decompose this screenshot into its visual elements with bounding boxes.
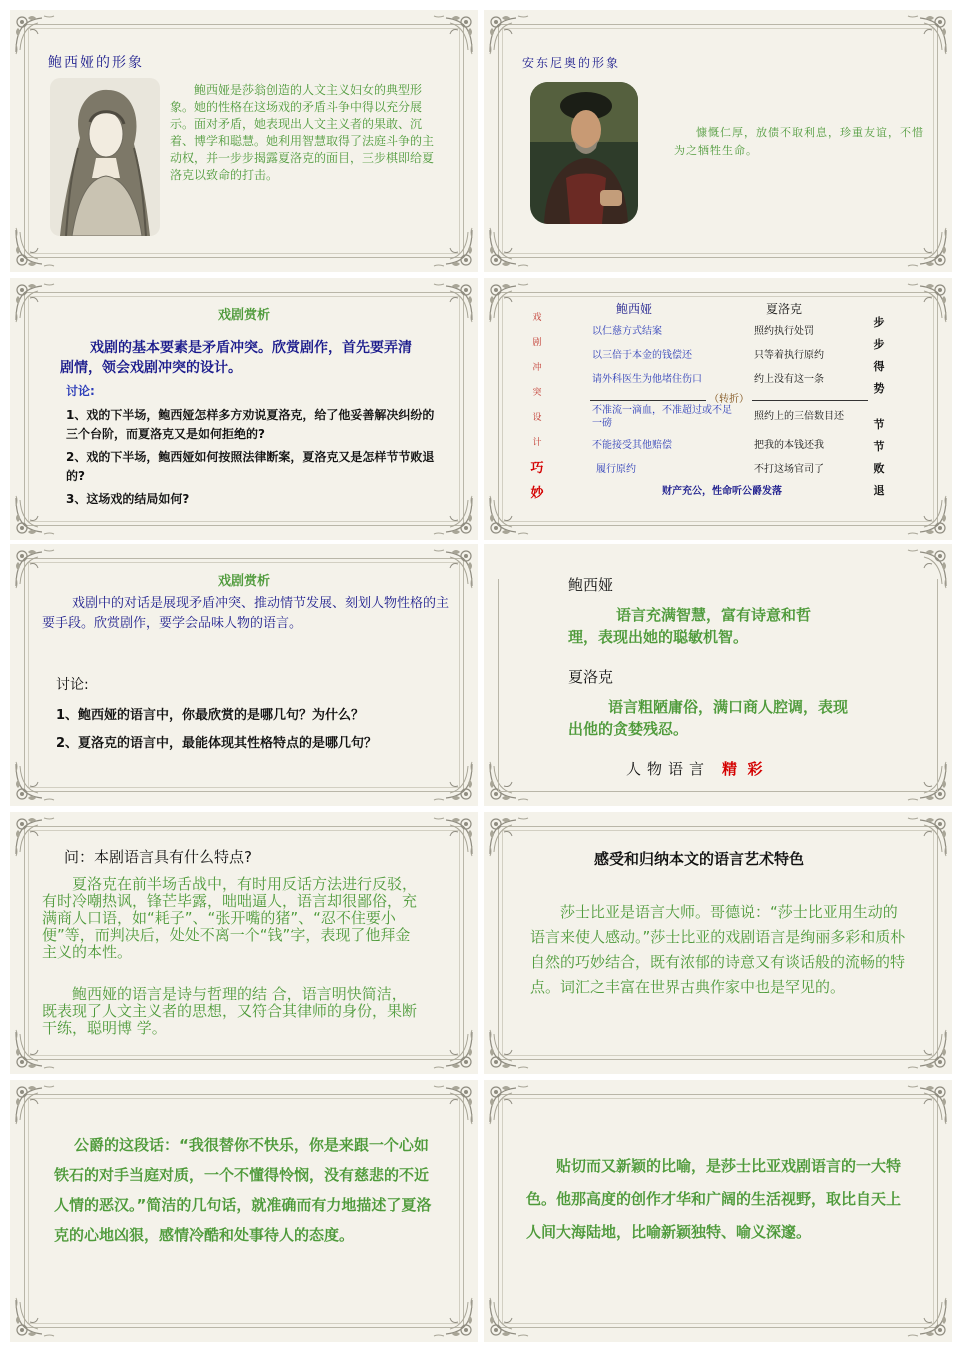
character-name: 鲍西娅 xyxy=(568,576,614,594)
slide-intro: 戏剧中的对话是展现矛盾冲突、推动情节发展、刻划人物性格的主要手段。欣赏剧作，要学会品味人物的语言。 xyxy=(42,596,450,631)
character-description: 语言粗陋庸俗，满口商人腔调，表现出他的贪婪残忍。 xyxy=(568,698,849,738)
vchar: 步 xyxy=(873,316,885,329)
corner-ornament-icon xyxy=(906,226,950,270)
corner-ornament-icon xyxy=(486,1296,530,1340)
slide-title: 鲍西娅的形象 xyxy=(48,55,144,71)
corner-ornament-icon xyxy=(432,1296,476,1340)
corner-ornament-icon xyxy=(486,280,530,324)
summary-highlight: 精 彩 xyxy=(722,760,763,778)
portia-move: 请外科医生为他堵住伤口 xyxy=(592,374,702,385)
vchar: 妙 xyxy=(530,486,544,501)
slide-body: 鲍西娅是莎翁创造的人文主义妇女的典型形象。她的性格在这场戏的矛盾斗争中得以充分展示。面对矛盾，她表现出人文主义者的果敢、沉着、博学和聪慧。她利用智慧取得了法庭斗争的主动权，并一步步揭露夏洛克的面目，三步棋即给夏洛克以致命的打击。 xyxy=(170,83,435,182)
corner-ornament-icon xyxy=(906,494,950,538)
slide-title: 戏剧赏析 xyxy=(217,308,270,323)
vchar: 戏 xyxy=(532,313,542,323)
question-2: 2、戏的下半场，鲍西娅如何按照法律断案，夏洛克又是怎样节节败退的? xyxy=(66,450,435,483)
outcome-text: 财产充公，性命听公爵发落 xyxy=(662,486,782,497)
column-head-shylock: 夏洛克 xyxy=(766,302,803,316)
corner-ornament-icon xyxy=(12,814,56,858)
left-vertical-label xyxy=(528,306,546,506)
vchar: 得 xyxy=(873,360,885,373)
corner-ornament-icon xyxy=(486,494,530,538)
vchar: 剧 xyxy=(532,338,542,348)
vchar: 设 xyxy=(532,413,542,423)
shylock-reply: 只等着执行原约 xyxy=(754,350,824,361)
corner-ornament-icon xyxy=(432,1082,476,1126)
portia-move: 履行原约 xyxy=(596,464,636,475)
discuss-label: 讨论: xyxy=(56,677,89,693)
vchar: 计 xyxy=(532,438,542,448)
slide-4[interactable] xyxy=(484,278,952,540)
slide-title: 戏剧赏析 xyxy=(217,574,270,589)
slide-3[interactable] xyxy=(10,278,478,540)
slide-7[interactable] xyxy=(10,812,478,1074)
character-name: 夏洛克 xyxy=(568,668,614,686)
shylock-reply: 不打这场官司了 xyxy=(754,464,824,475)
question-1: 1、戏的下半场，鲍西娅怎样多方劝说夏洛克，给了他妥善解决纠纷的三个台阶，而夏洛克又是如何拒绝的? xyxy=(66,408,435,441)
portia-move: 以仁慈方式结案 xyxy=(592,326,662,337)
question-3: 3、这场戏的结局如何? xyxy=(66,492,190,506)
shylock-reply: 照约执行处罚 xyxy=(754,326,814,337)
vchar: 突 xyxy=(532,388,542,398)
corner-ornament-icon xyxy=(906,280,950,324)
paragraph-shylock: 夏洛克在前半场舌战中，有时用反话方法进行反驳，有时冷嘲热讽，锋芒毕露，咄咄逼人，语言却很鄙俗，充满商人口语，如“耗子”、“张开嘴的猪”、“忍不住要小便”等，而判决后，处处不离一个“钱”字，表现了他拜金主义的本性。 xyxy=(42,875,418,961)
vchar: 步 xyxy=(873,338,885,351)
corner-ornament-icon xyxy=(12,226,56,270)
question-1: 1、鲍西娅的语言中，你最欣赏的是哪几句？为什么？ xyxy=(56,708,365,723)
corner-ornament-icon xyxy=(486,1082,530,1126)
slide-10[interactable] xyxy=(484,1080,952,1342)
summary-label: 人物语言 xyxy=(626,760,711,778)
paragraph-portia: 鲍西娅的语言是诗与哲理的结 合，语言明快简洁，既表现了人文主义者的思想，又符合其律师的身份，果断干练，聪明博 学。 xyxy=(42,985,418,1037)
question-2: 2、夏洛克的语言中，最能体现其性格特点的是哪几句？ xyxy=(56,736,378,751)
slide-body: 莎士比亚是语言大师。哥德说：“莎士比亚用生动的语言来使人感动。”莎士比亚的戏剧语言是绚丽多彩和质朴自然的巧妙结合，既有浓郁的诗意又有谈话般的流畅的特点。词汇之丰富在世界古典作家中也是罕见的。 xyxy=(530,903,906,996)
vchar: 势 xyxy=(873,382,885,395)
shylock-reply: 把我的本钱还我 xyxy=(754,440,824,451)
slide-body: 慷慨仁厚，放债不取利息，珍重友谊，不惜为之牺牲生命。 xyxy=(674,126,924,157)
slide-title: 感受和归纳本文的语言艺术特色 xyxy=(593,850,804,868)
discuss-label: 讨论: xyxy=(66,384,95,398)
slide-question: 问：本剧语言具有什么特点? xyxy=(64,848,252,866)
corner-ornament-icon xyxy=(906,1296,950,1340)
slide-9[interactable] xyxy=(10,1080,478,1342)
corner-ornament-icon xyxy=(12,1296,56,1340)
slide-2[interactable] xyxy=(484,10,952,272)
slide-title: 安东尼奥的形象 xyxy=(522,56,621,70)
corner-ornament-icon xyxy=(906,12,950,56)
shylock-reply: 照约上的三倍数目还 xyxy=(754,411,844,422)
corner-ornament-icon xyxy=(432,494,476,538)
corner-ornament-icon xyxy=(432,226,476,270)
corner-ornament-icon xyxy=(432,12,476,56)
corner-ornament-icon xyxy=(432,814,476,858)
corner-ornament-icon xyxy=(12,12,56,56)
slide-6[interactable] xyxy=(484,544,952,806)
portia-portrait xyxy=(50,78,160,236)
vchar: 节 xyxy=(873,418,885,431)
turning-label: （转折） xyxy=(706,390,752,405)
corner-ornament-icon xyxy=(12,494,56,538)
corner-ornament-icon xyxy=(486,12,530,56)
character-description: 语言充满智慧，富有诗意和哲理，表现出她的聪敏机智。 xyxy=(568,606,812,646)
portia-move: 以三倍于本金的钱偿还 xyxy=(592,350,692,361)
corner-ornament-icon xyxy=(906,1028,950,1072)
vchar: 退 xyxy=(873,484,885,497)
column-head-portia: 鲍西娅 xyxy=(616,302,653,316)
right-vertical-label xyxy=(868,312,890,502)
corner-ornament-icon xyxy=(12,1082,56,1126)
corner-ornament-icon xyxy=(486,226,530,270)
vchar: 巧 xyxy=(530,461,544,476)
corner-ornament-icon xyxy=(486,1028,530,1072)
vchar: 冲 xyxy=(532,363,542,373)
vchar: 节 xyxy=(873,440,885,453)
slide-body: 公爵的这段话：“我很替你不快乐，你是来跟一个心如铁石的对手当庭对质，一个不懂得怜悯，没有慈悲的不近人情的恶汉。”简洁的几句话，就准确而有力地描述了夏洛克的心地凶狠，感情冷酷和处事待人的态度。 xyxy=(54,1136,432,1244)
vchar: 败 xyxy=(873,462,885,475)
corner-ornament-icon xyxy=(432,760,476,804)
slide-intro: 戏剧的基本要素是矛盾冲突。欣赏剧作，首先要弄清剧情，领会戏剧冲突的设计。 xyxy=(60,340,412,376)
slide-5[interactable] xyxy=(10,544,478,806)
slide-body: 贴切而又新颖的比喻，是莎士比亚戏剧语言的一大特色。他那高度的创作才华和广阔的生活视野，取比自天上人间大海陆地，比喻新颖独特、喻义深邃。 xyxy=(526,1157,902,1241)
slide-1[interactable] xyxy=(10,10,478,272)
portia-move: 不能接受其他赔偿 xyxy=(592,440,672,451)
shylock-reply: 约上没有这一条 xyxy=(754,374,824,385)
portia-move: 不准流一滴血，不准超过或不足一磅 xyxy=(592,405,732,429)
slide-8[interactable] xyxy=(484,812,952,1074)
corner-ornament-icon xyxy=(432,1028,476,1072)
antonio-portrait xyxy=(530,82,638,224)
corner-ornament-icon xyxy=(906,1082,950,1126)
corner-ornament-icon xyxy=(12,760,56,804)
